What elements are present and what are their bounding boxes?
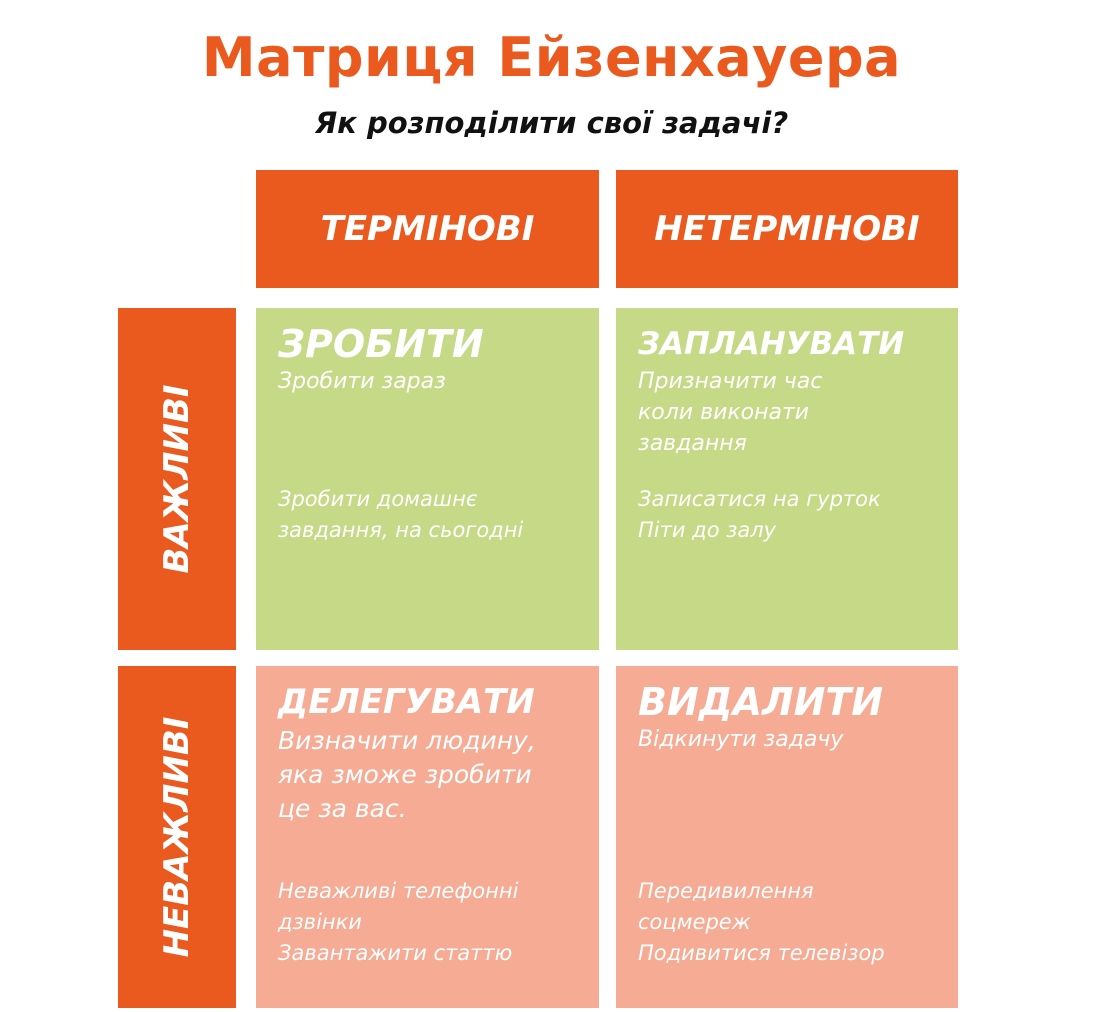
quadrant-delete-description [638, 724, 938, 755]
quadrant-delete-example-line: Подивитися телевізор [638, 941, 885, 965]
quadrant-delegate [256, 666, 599, 1008]
quadrant-delete-description-line: Відкинути задачу [638, 727, 844, 752]
quadrant-delete-example-line: соцмереж [638, 910, 751, 934]
quadrant-delegate-title: ДЕЛЕГУВАТИ [278, 682, 535, 722]
quadrant-plan-examples [638, 484, 948, 546]
quadrant-delete-examples [638, 876, 948, 969]
quadrant-plan-example-line: Піти до залу [638, 518, 777, 542]
quadrant-do-description-line: Зробити зараз [278, 369, 446, 394]
quadrant-plan-description-line: завдання [638, 431, 747, 456]
quadrant-do-title: ЗРОБИТИ [278, 322, 484, 366]
column-header-urgent [256, 170, 599, 288]
row-header-not-important-label: НЕВАЖЛИВІ [157, 716, 197, 958]
quadrant-delete-title: ВИДАЛИТИ [638, 680, 884, 724]
quadrant-delegate-description-line: яка зможе зробити [278, 760, 532, 789]
quadrant-plan [616, 308, 958, 650]
quadrant-delegate-description-line: це за вас. [278, 794, 407, 823]
quadrant-delegate-description-line: Визначити людину, [278, 726, 536, 755]
quadrant-plan-title: ЗАПЛАНУВАТИ [638, 326, 905, 362]
quadrant-plan-description [638, 366, 938, 459]
page-title: Матриця Ейзенхауера [201, 26, 902, 89]
quadrant-delegate-example-line: Неважливі телефонні [278, 879, 519, 903]
column-header-not-urgent [616, 170, 958, 288]
page-subtitle: Як розподілити свої задачі? [314, 106, 789, 140]
quadrant-do-example-line: завдання, на сьогодні [278, 518, 524, 542]
quadrant-delegate-examples [278, 876, 589, 969]
row-header-important [118, 308, 236, 650]
column-header-urgent-label: ТЕРМІНОВІ [320, 209, 535, 249]
quadrant-plan-example-line: Записатися на гурток [638, 487, 881, 511]
row-header-not-important [118, 666, 236, 1008]
quadrant-plan-description-line: коли виконати [638, 400, 810, 425]
quadrant-delegate-example-line: дзвінки [278, 910, 362, 934]
quadrant-do-example-line: Зробити домашнє [278, 487, 478, 511]
quadrant-do-examples [278, 484, 589, 546]
quadrant-do [256, 308, 599, 650]
row-header-important-label: ВАЖЛИВІ [157, 384, 197, 574]
quadrant-delegate-description [278, 724, 579, 826]
column-header-not-urgent-label: НЕТЕРМІНОВІ [654, 209, 920, 249]
quadrant-plan-description-line: Призначити час [638, 369, 823, 394]
quadrant-do-description [278, 366, 579, 397]
quadrant-delete [616, 666, 958, 1008]
quadrant-delete-example-line: Передивилення [638, 879, 814, 903]
quadrant-delegate-example-line: Завантажити статтю [278, 941, 513, 965]
